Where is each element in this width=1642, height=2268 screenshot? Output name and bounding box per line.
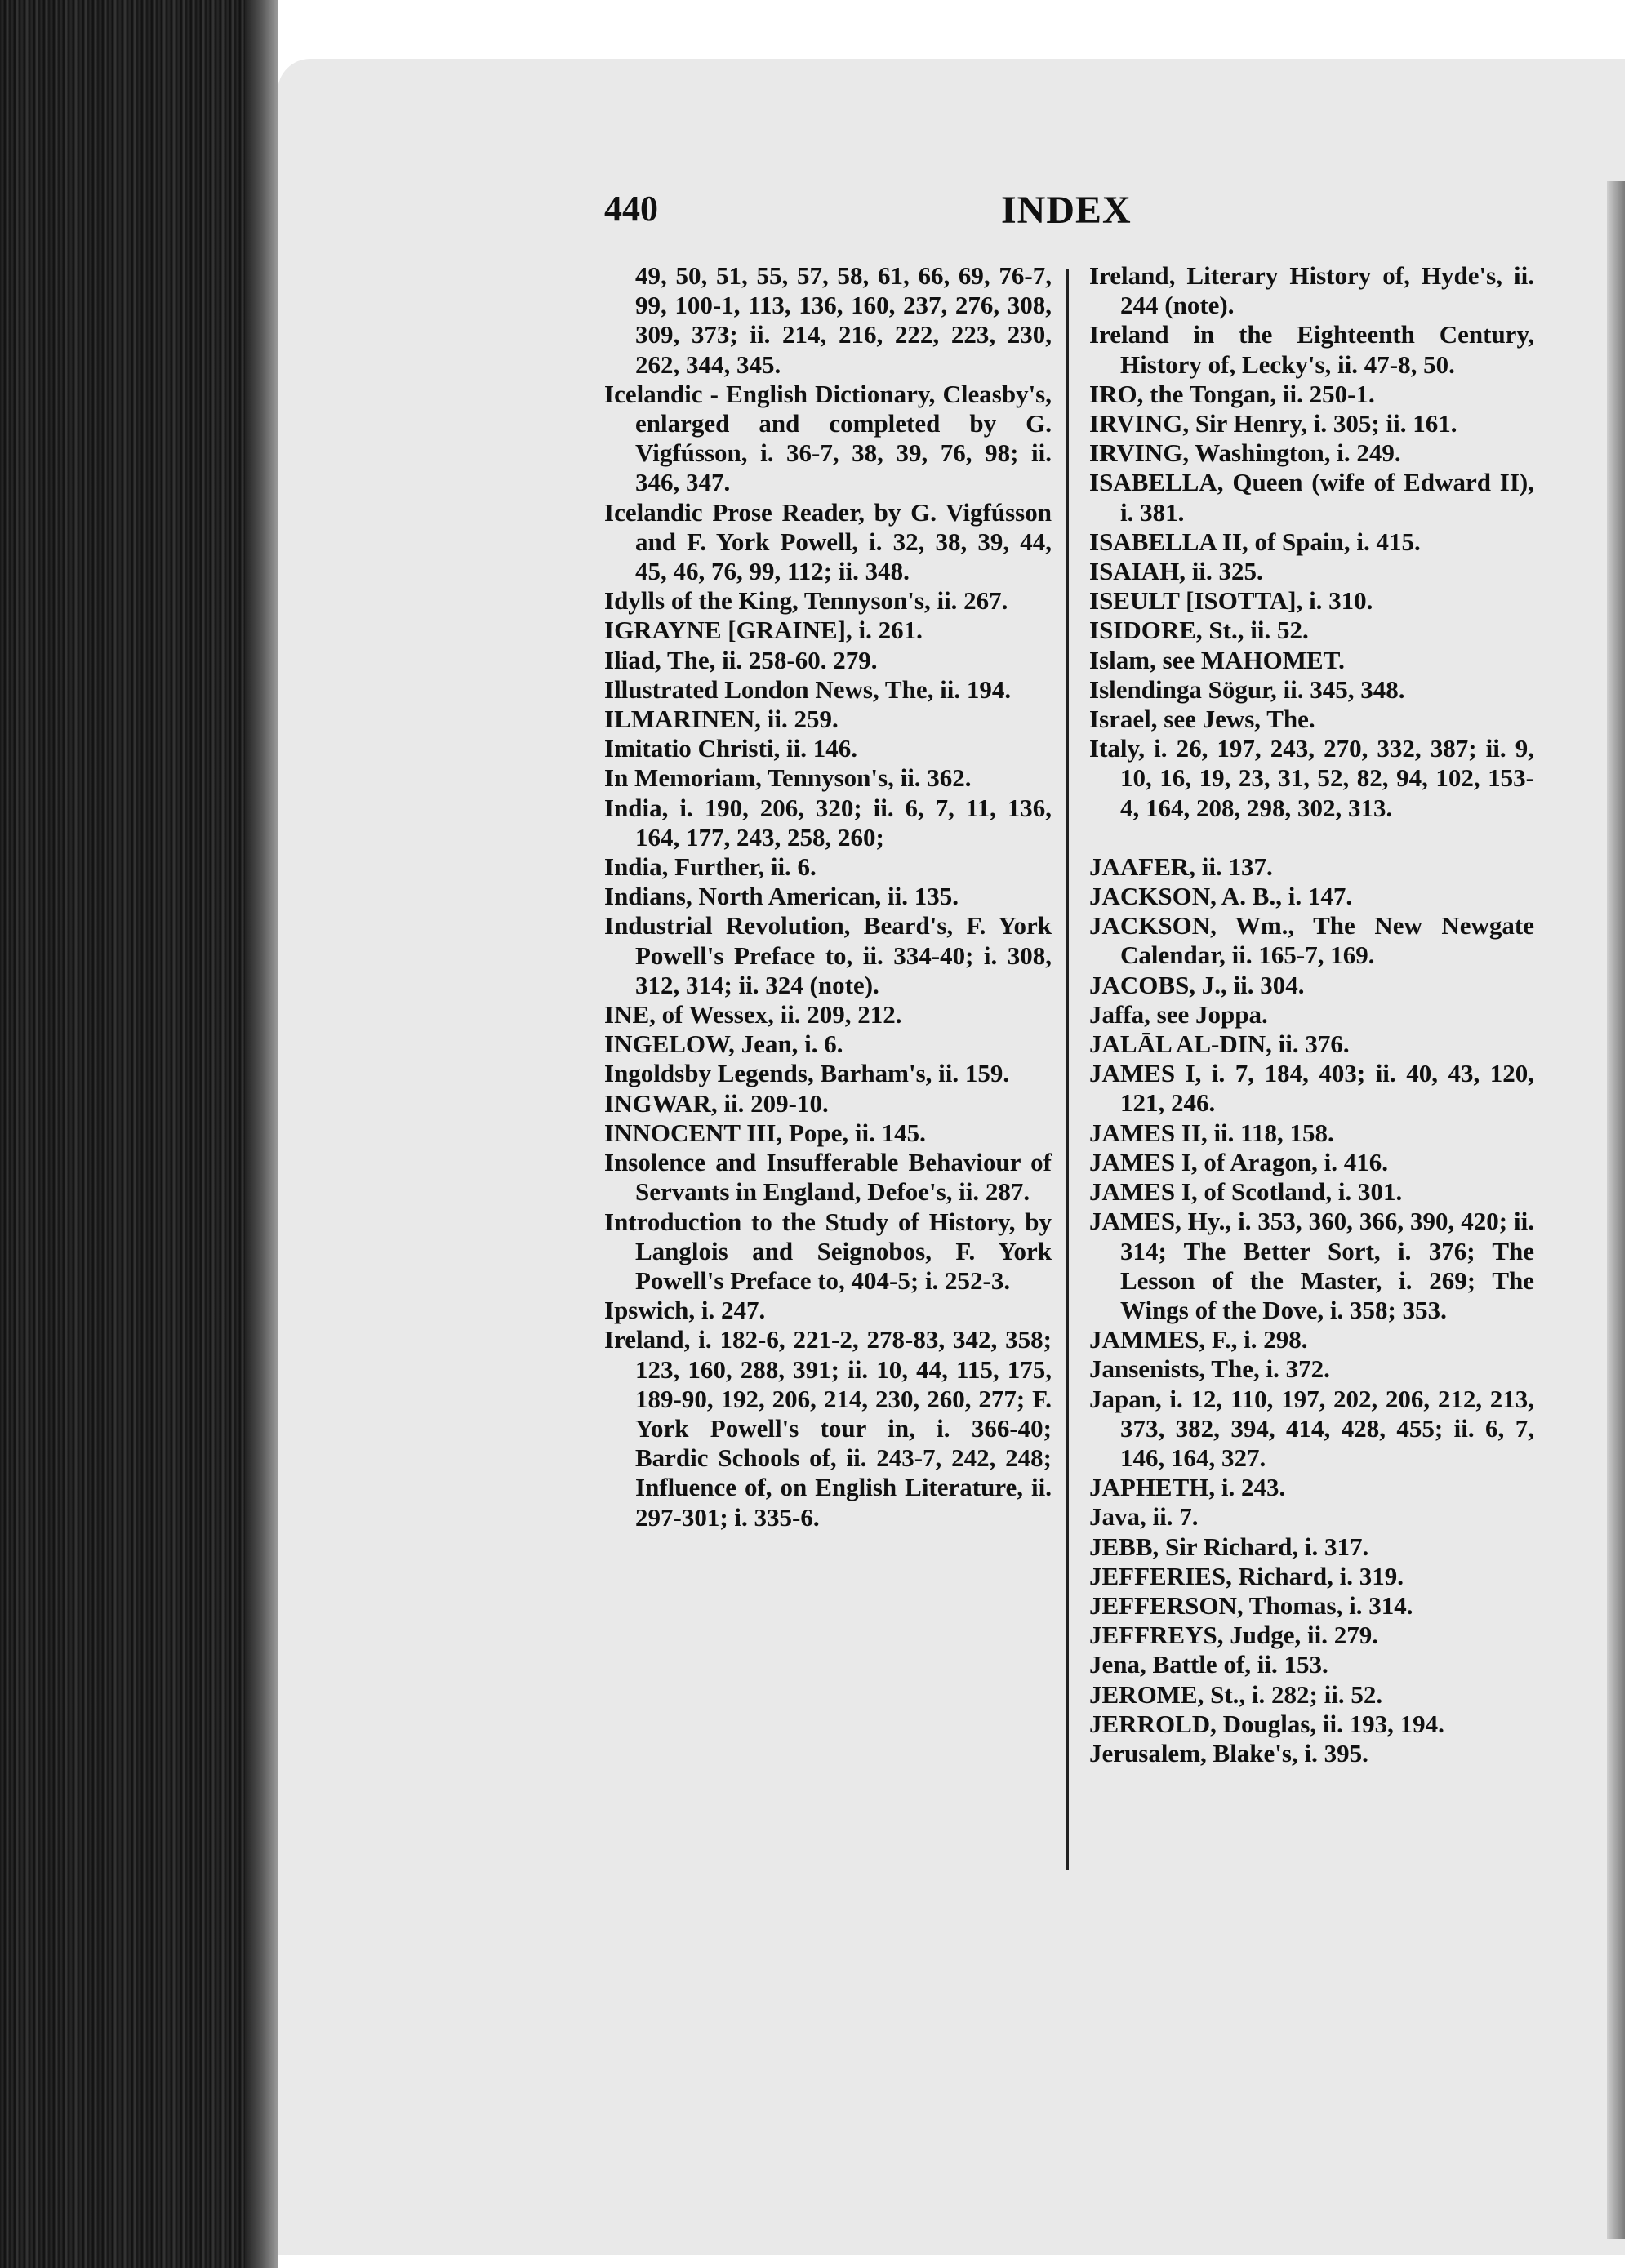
index-entry: ISABELLA, Queen (wife of Edward II), i. 381. (1089, 468, 1534, 527)
index-entry: JAAFER, ii. 137. (1089, 852, 1273, 881)
index-entry: Indians, North American, ii. 135. (604, 882, 959, 911)
index-entry: Idylls of the King, Tennyson's, ii. 267. (604, 586, 1008, 616)
index-column-left (604, 261, 1052, 1532)
index-entry: Icelandic - English Dictionary, Cleasby's, enlarged and completed by G. Vigfússon, i. 36-7, 38, 39, 76, 98; ii. 346, 347. (604, 379, 1052, 497)
index-entry: JEFFERSON, Thomas, i. 314. (1089, 1590, 1413, 1620)
page-edge-shadow (1607, 181, 1625, 2239)
index-entry: Jena, Battle of, ii. 153. (1089, 1650, 1328, 1679)
index-entry: JACKSON, Wm., The New Newgate Calendar, ii. 165-7, 169. (1089, 911, 1534, 970)
index-entry: Introduction to the Study of History, by Langlois and Seignobos, F. York Powell's Preface to, 404-5; i. 252-3. (604, 1207, 1052, 1295)
index-entry: JEBB, Sir Richard, i. 317. (1089, 1532, 1369, 1561)
index-entry: Jansenists, The, i. 372. (1089, 1354, 1330, 1384)
index-entry: JEROME, St., i. 282; ii. 52. (1089, 1679, 1383, 1709)
index-entry: JACKSON, A. B., i. 147. (1089, 882, 1353, 911)
index-entry: Imitatio Christi, ii. 146. (604, 734, 857, 763)
index-entry: JAMES II, ii. 118, 158. (1089, 1118, 1334, 1147)
index-entry: JAPHETH, i. 243. (1089, 1473, 1286, 1502)
index-entry: ISEULT [ISOTTA], i. 310. (1089, 586, 1373, 616)
page-number: 440 (604, 189, 658, 229)
index-entry: JERROLD, Douglas, ii. 193, 194. (1089, 1709, 1444, 1738)
index-entry: INNOCENT III, Pope, ii. 145. (604, 1118, 926, 1147)
index-entry: Japan, i. 12, 110, 197, 202, 206, 212, 213, 373, 382, 394, 414, 428, 455; ii. 6, 7, 146, 164, 327. (1089, 1384, 1534, 1472)
page-header (604, 188, 1135, 237)
index-entry: ISABELLA II, of Spain, i. 415. (1089, 527, 1421, 556)
index-entry: Italy, i. 26, 197, 243, 270, 332, 387; ii. 9, 10, 16, 19, 23, 31, 52, 82, 94, 102, 153-4, 164, 208, 298, 302, 313. (1089, 734, 1534, 822)
index-entry: Iliad, The, ii. 258-60. 279. (604, 645, 878, 674)
index-entry: Icelandic Prose Reader, by G. Vigfússon and F. York Powell, i. 32, 38, 39, 44, 45, 46, 76, 99, 112; ii. 348. (604, 497, 1052, 586)
index-entry: JAMMES, F., i. 298. (1089, 1325, 1308, 1354)
index-entry: Ireland, i. 182-6, 221-2, 278-83, 342, 358; 123, 160, 288, 391; ii. 10, 44, 115, 175, 189-90, 192, 206, 214, 230, 260, 277; F. York Powell's tour in, i. 366-40; Bardic Schools of, ii. 243-7, 242, 248; Influence of, on English Literature, ii. 297-301; i. 335-6. (604, 1325, 1052, 1532)
index-entry: Insolence and Insufferable Behaviour of Servants in England, Defoe's, ii. 287. (604, 1148, 1052, 1207)
index-entry: Jaffa, see Joppa. (1089, 999, 1268, 1029)
index-entry: ISIDORE, St., ii. 52. (1089, 616, 1309, 645)
index-entry: JAMES, Hy., i. 353, 360, 366, 390, 420; ii. 314; The Better Sort, i. 376; The Lesson of the Master, i. 269; The Wings of the Dove, i. 358; 353. (1089, 1207, 1534, 1324)
index-entry: Jerusalem, Blake's, i. 395. (1089, 1738, 1368, 1768)
index-entry: India, Further, ii. 6. (604, 852, 817, 882)
index-entry: Islendinga Sögur, ii. 345, 348. (1089, 674, 1405, 704)
index-entry: JAMES I, of Aragon, i. 416. (1089, 1147, 1388, 1176)
section-gap (1089, 823, 1534, 852)
index-entry: Java, ii. 7. (1089, 1502, 1199, 1532)
index-entry: JEFFERIES, Richard, i. 319. (1089, 1561, 1404, 1590)
index-entry: Ingoldsby Legends, Barham's, ii. 159. (604, 1059, 1010, 1088)
index-entry: IRO, the Tongan, ii. 250-1. (1089, 379, 1375, 408)
index-entry: Illustrated London News, The, ii. 194. (604, 674, 1012, 704)
index-entry: INE, of Wessex, ii. 209, 212. (604, 1000, 902, 1029)
running-title: INDEX (1001, 189, 1132, 232)
index-entry: ISAIAH, ii. 325. (1089, 557, 1263, 586)
column-divider (1066, 269, 1069, 1870)
index-entry: JAMES I, i. 7, 184, 403; ii. 40, 43, 120, 121, 246. (1089, 1059, 1534, 1118)
index-entry: Israel, see Jews, The. (1089, 705, 1315, 734)
index-entry: IGRAYNE [GRAINE], i. 261. (604, 616, 923, 645)
book-edge (0, 0, 278, 2268)
index-entry: JAMES I, of Scotland, i. 301. (1089, 1177, 1403, 1207)
index-entry: JALĀL AL-DIN, ii. 376. (1089, 1029, 1350, 1059)
index-entry: ILMARINEN, ii. 259. (604, 705, 839, 734)
index-entry: INGWAR, ii. 209-10. (604, 1088, 829, 1118)
index-entry: Ipswich, i. 247. (604, 1296, 766, 1325)
index-entry: Ireland in the Eighteenth Century, History of, Lecky's, ii. 47-8, 50. (1089, 320, 1534, 379)
index-entry: In Memoriam, Tennyson's, ii. 362. (604, 763, 972, 793)
index-entry: INGELOW, Jean, i. 6. (604, 1029, 843, 1059)
index-entry: Ireland, Literary History of, Hyde's, ii. 244 (note). (1089, 261, 1534, 320)
index-entry: India, i. 190, 206, 320; ii. 6, 7, 11, 136, 164, 177, 243, 258, 260; (604, 793, 1052, 852)
index-entry: 49, 50, 51, 55, 57, 58, 61, 66, 69, 76-7, 99, 100-1, 113, 136, 160, 237, 276, 308, 309, 373; ii. 214, 216, 222, 223, 230, 262, 344, 345. (635, 261, 1052, 379)
index-entry: IRVING, Sir Henry, i. 305; ii. 161. (1089, 409, 1457, 438)
index-entry: JEFFREYS, Judge, ii. 279. (1089, 1621, 1378, 1650)
index-entry: JACOBS, J., ii. 304. (1089, 970, 1305, 999)
index-entry: IRVING, Washington, i. 249. (1089, 438, 1401, 468)
index-entry: Islam, see MAHOMET. (1089, 645, 1345, 674)
index-entry: Industrial Revolution, Beard's, F. York Powell's Preface to, ii. 334-40; i. 308, 312, 314; ii. 324 (note). (604, 911, 1052, 999)
index-column-right (1089, 261, 1534, 1768)
